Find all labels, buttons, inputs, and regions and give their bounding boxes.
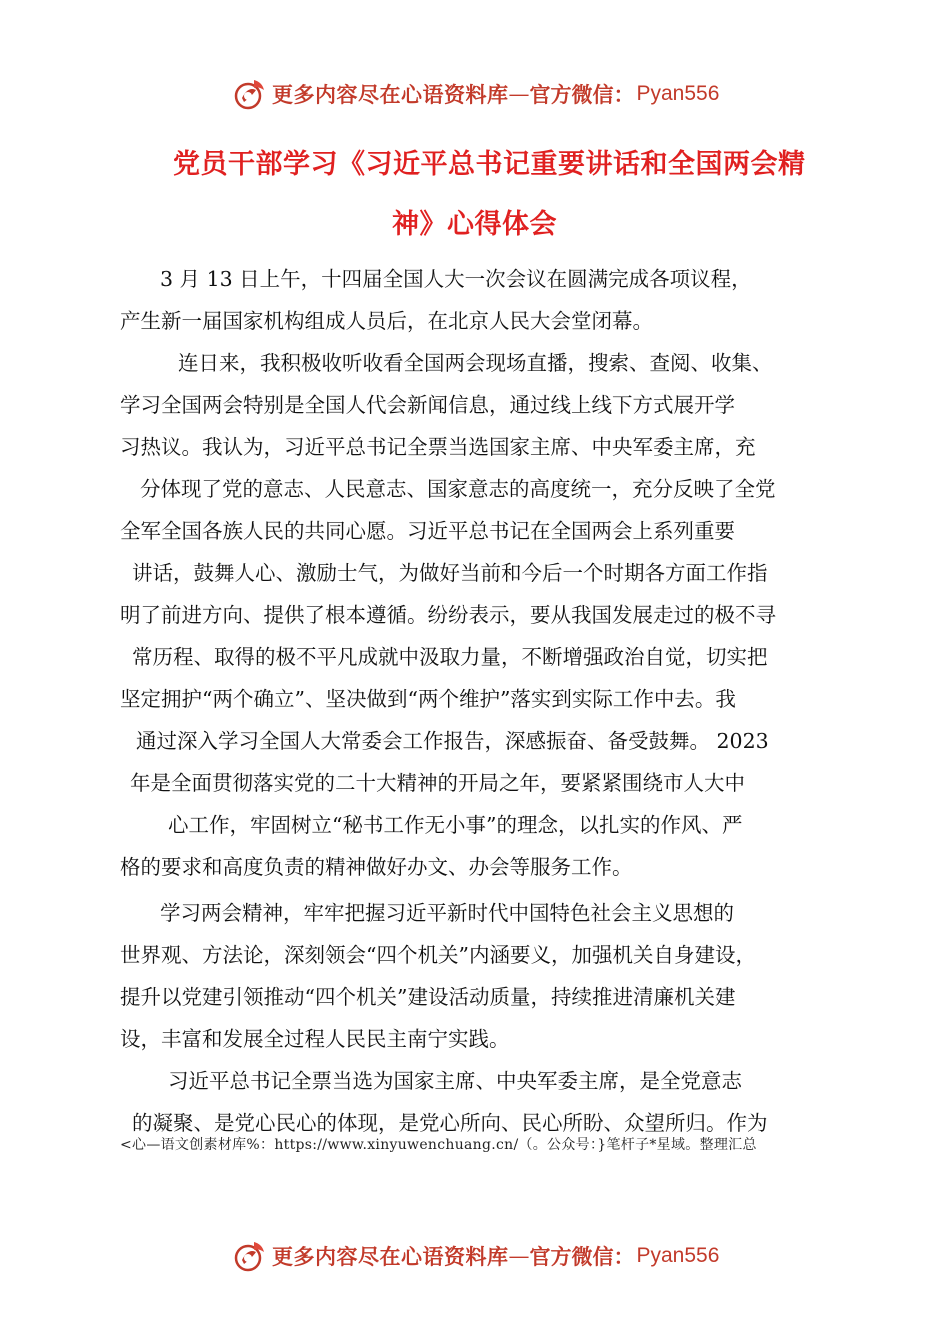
body-line: 设，丰富和发展全过程人民民主南宁实践。 [120, 1027, 510, 1051]
body-line: 年是全面贯彻落实党的二十大精神的开局之年，要紧紧围绕市人大中 [130, 771, 745, 795]
body-line: 明了前进方向、提供了根本遵循。纷纷表示，要从我国发展走过的极不寻 [120, 603, 776, 627]
body-line: 坚定拥护“两个确立”、坚决做到“两个维护”落实到实际工作中去。我 [120, 687, 736, 711]
body-line: 心工作，牢固树立“秘书工作无小事”的理念，以扎实的作风、严 [168, 813, 743, 837]
header-banner [232, 74, 719, 114]
banner-wechat-label: 官方微信： [529, 82, 635, 107]
body-line: 分体现了党的意志、人民意志、国家意志的高度统一，充分反映了全党 [140, 477, 776, 501]
banner-wechat-label: 官方微信： [529, 1244, 635, 1269]
brand-logo-icon [232, 76, 268, 112]
body-line: 学习两会精神，牢牢把握习近平新时代中国特色社会主义思想的 [160, 901, 734, 925]
banner-main-text: 更多内容尽在心语资料库 [272, 1244, 509, 1269]
footer-banner [232, 1236, 719, 1276]
body-line: 3 月 13 日上午，十四届全国人大一次会议在圆满完成各项议程， [160, 267, 752, 291]
body-line: 产生新一届国家机构组成人员后，在北京人民大会堂闭幕。 [120, 309, 653, 333]
body-line: 通过深入学习全国人大常委会工作报告，深感振奋、备受鼓舞。 2023 [136, 729, 769, 753]
brand-logo-icon [232, 1238, 268, 1274]
body-line: 格的要求和高度负责的精神做好办文、办会等服务工作。 [120, 855, 633, 879]
body-line: 常历程、取得的极不平凡成就中汲取力量，不断增强政治自觉，切实把 [132, 645, 768, 669]
document-title-line-1: 党员干部学习《习近平总书记重要讲话和全国两会精 [173, 149, 806, 180]
body-line: 全军全国各族人民的共同心愿。习近平总书记在全国两会上系列重要 [120, 519, 735, 543]
body-line: 讲话，鼓舞人心、激励士气，为做好当前和今后一个时期各方面工作指 [132, 561, 768, 585]
body-line: 习热议。我认为，习近平总书记全票当选国家主席、中央军委主席，充 [120, 435, 756, 459]
body-line: 提升以党建引领推动“四个机关”建设活动质量，持续推进清廉机关建 [120, 985, 736, 1009]
document-title-line-2: 神》心得体会 [392, 209, 557, 240]
banner-wechat-id: Pyan556 [636, 1244, 720, 1267]
body-line: 学习全国两会特别是全国人代会新闻信息，通过线上线下方式展开学 [120, 393, 735, 417]
body-line: 的凝聚、是党心民心的体现，是党心所向、民心所盼、众望所归。作为 [132, 1111, 768, 1135]
banner-wechat-id: Pyan556 [636, 82, 720, 105]
banner-separator: — [508, 82, 530, 106]
banner-separator: — [508, 1244, 530, 1268]
banner-main-text: 更多内容尽在心语资料库 [272, 82, 509, 107]
body-line: 习近平总书记全票当选为国家主席、中央军委主席，是全党意志 [168, 1069, 742, 1093]
body-line: 世界观、方法论，深刻领会“四个机关”内涵要义，加强机关自身建设， [120, 943, 756, 967]
body-line: 连日来，我积极收听收看全国两会现场直播，搜索、查阅、收集、 [178, 351, 773, 375]
source-note: <心—语文创素材库%：https://www.xinyuwenchuang.cn/（。公众号：}笔杆子*星域。整理汇总 [120, 1137, 757, 1153]
